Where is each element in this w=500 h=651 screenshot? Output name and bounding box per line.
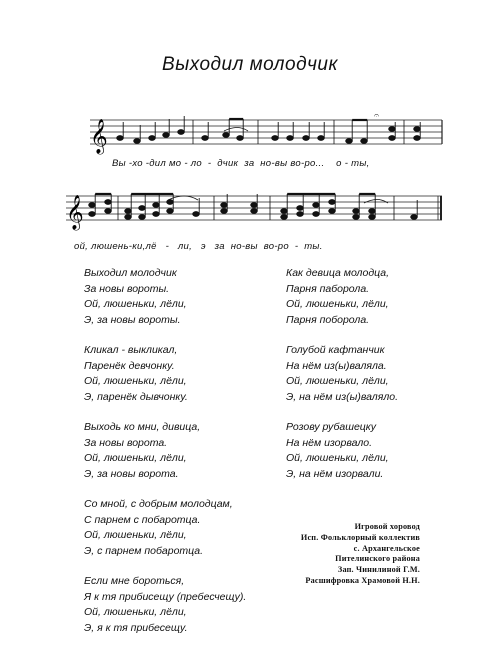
stanza: [84, 343, 246, 405]
lyric-line: Э, с парнем побаротца.: [84, 544, 204, 557]
lyric-line: Э, на нём изорвали.: [286, 467, 384, 480]
song-title: Выходил молодчик: [162, 54, 338, 75]
credit-line: Игровой хоровод: [354, 522, 420, 531]
lyric-line: За новы ворота.: [84, 436, 168, 449]
credit-line: с. Архангельское: [353, 543, 420, 553]
credit-line: Расшифровка Храмовой Н.Н.: [305, 575, 420, 585]
lyric-line: Парня поборола.: [286, 313, 370, 326]
fermata-icon: 𝄐: [374, 111, 380, 121]
stanza: [84, 497, 246, 559]
treble-clef-icon: 𝄞: [90, 119, 108, 154]
credit-line: Исп. Фольклорный коллектив: [300, 532, 420, 542]
lyrics-right-column: [286, 266, 398, 497]
lyric-line: Ой, люшеньки, лёли,: [84, 375, 187, 387]
lyric-line: Если мне бороться,: [84, 575, 185, 587]
lyric-line: С парнем с побаротца.: [84, 513, 201, 526]
lyric-line: Голубой кафтанчик: [286, 344, 385, 356]
lyric-line: Как девица молодца,: [286, 267, 389, 279]
lyric-line: Ой, люшеньки, лёли,: [286, 375, 389, 387]
lyric-line: Ой, люшеньки, лёли,: [286, 452, 389, 464]
credit-line: Зап. Чинилиной Г.М.: [337, 565, 420, 575]
lyric-line: За новы вороты.: [84, 282, 170, 295]
music-staff-2: [0, 176, 500, 246]
lyric-line: Ой, люшеньки, лёли,: [84, 452, 187, 464]
lyrics-left-column: [84, 266, 246, 651]
lyric-line: Ой, люшеньки, лёли,: [286, 298, 389, 310]
credit-line: Пителинского района: [335, 554, 420, 564]
lyric-line: Я к тя прибисещу (пребесчещу).: [84, 590, 247, 603]
lyric-line: Кликал - выкликал,: [84, 344, 178, 356]
credits: [301, 522, 420, 587]
lyric-line: Э, за новы ворота.: [84, 467, 179, 480]
stanza: [286, 343, 398, 405]
lyric-line: Ой, люшеньки, лёли,: [84, 298, 187, 310]
lyric-line: Э, за новы вороты.: [84, 313, 181, 326]
lyrics-line-2: ой, люшень-ки,лё - ли, э за но-вы во-ро - ты.: [74, 241, 323, 252]
lyric-line: Выходь ко мни, дивица,: [84, 421, 201, 433]
lyric-line: Э, паренёк дывчонку.: [84, 390, 188, 403]
lyric-line: На нём изорвало.: [286, 436, 373, 449]
lyric-line: Парня паборола.: [286, 282, 370, 295]
lyric-line: Ой, люшеньки, лёли,: [84, 606, 187, 618]
lyric-line: Выходил молодчик: [84, 267, 177, 279]
lyric-line: Э, на нём из(ы)валяло.: [286, 390, 399, 403]
treble-clef-icon: 𝄞: [66, 195, 84, 230]
stanza: [286, 420, 398, 482]
lyrics-line-1: Вы -хо -дил мо - ло - дчик за но-вы во-ро... о - ты,: [112, 158, 370, 169]
lyric-line: Э, я к тя прибесещу.: [84, 621, 188, 634]
lyric-line: Со мной, с добрым молодцам,: [84, 498, 233, 510]
lyric-line: На нём из(ы)валяла.: [286, 359, 387, 372]
lyric-line: Ой, люшеньки, лёли,: [84, 529, 187, 541]
stanza: [286, 266, 398, 328]
stanza: [84, 266, 246, 328]
lyric-line: Паренёк девчонку.: [84, 359, 175, 372]
stanza: [84, 574, 246, 636]
lyric-line: Розову рубашецку: [286, 421, 376, 433]
stanza: [84, 420, 246, 482]
